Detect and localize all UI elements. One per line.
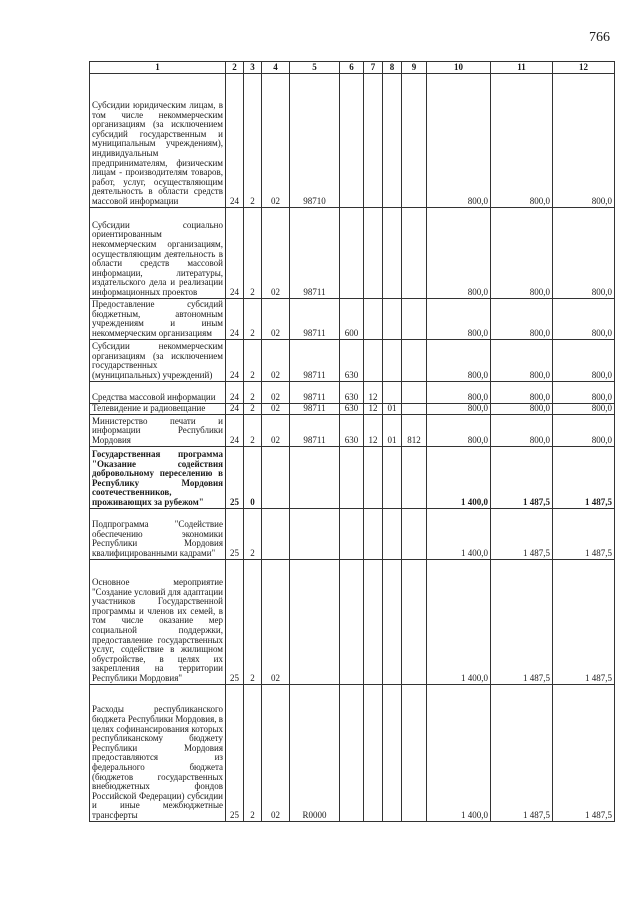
amount-cell: 800,0	[553, 339, 615, 381]
column-header: 7	[364, 62, 383, 74]
amount-cell: 800,0	[553, 207, 615, 298]
code-cell: 2	[244, 339, 262, 381]
code-cell: 02	[262, 414, 290, 446]
code-cell: 25	[226, 508, 244, 559]
row-name-cell: Телевидение и радиовещание	[90, 403, 226, 414]
code-cell: 630	[340, 403, 364, 414]
code-cell	[364, 559, 383, 684]
code-cell: 630	[340, 339, 364, 381]
code-cell: 98711	[290, 339, 340, 381]
code-cell	[340, 684, 364, 821]
amount-cell: 1 400,0	[427, 559, 491, 684]
code-cell	[402, 684, 427, 821]
column-header: 8	[383, 62, 402, 74]
code-cell: 98711	[290, 414, 340, 446]
amount-cell: 800,0	[491, 207, 553, 298]
column-header: 9	[402, 62, 427, 74]
column-header: 11	[491, 62, 553, 74]
column-header: 1	[90, 62, 226, 74]
code-cell	[364, 73, 383, 207]
code-cell	[340, 508, 364, 559]
amount-cell: 1 487,5	[553, 559, 615, 684]
row-name-cell: Субсидии юридическим лицам, в том числе некоммерческим организациям (за исключением субсидий государственным и муниципальным учреждениям), индивидуальным предпринимателям, физическим лицам - производителям товаров, работ, услуг, осуществляющим деятельность в области средств массовой информации	[90, 73, 226, 207]
code-cell	[383, 446, 402, 508]
table-body	[90, 73, 615, 821]
code-cell: 24	[226, 414, 244, 446]
code-cell	[262, 508, 290, 559]
amount-cell: 800,0	[427, 73, 491, 207]
code-cell: 630	[340, 414, 364, 446]
page-number: 766	[589, 30, 610, 45]
table-row	[90, 73, 615, 207]
code-cell: 2	[244, 298, 262, 339]
code-cell	[340, 559, 364, 684]
row-name-cell: Расходы республиканского бюджета Республики Мордовия, в целях софинансирования которых республиканскому бюджету Республики Мордовия предоставляются из федерального бюджета (бюджетов государственных внебюджетных фондов Российской Федерации) субсидии и иные межбюджетные трансферты	[90, 684, 226, 821]
code-cell: 98711	[290, 403, 340, 414]
code-cell: 2	[244, 381, 262, 403]
table-row	[90, 381, 615, 403]
amount-cell: 800,0	[427, 339, 491, 381]
code-cell	[340, 207, 364, 298]
table-row	[90, 559, 615, 684]
code-cell	[290, 446, 340, 508]
code-cell	[340, 73, 364, 207]
amount-cell: 1 487,5	[491, 684, 553, 821]
table-row	[90, 298, 615, 339]
row-name-cell: Министерство печати и информации Республики Мордовия	[90, 414, 226, 446]
amount-cell: 1 487,5	[491, 559, 553, 684]
row-name-cell: Государственная программа "Оказание содействия добровольному переселению в Республику Мордовия соотечественников, проживающих за рубежом"	[90, 446, 226, 508]
code-cell: 24	[226, 298, 244, 339]
amount-cell: 800,0	[491, 73, 553, 207]
column-header: 6	[340, 62, 364, 74]
column-header: 12	[553, 62, 615, 74]
code-cell	[364, 207, 383, 298]
code-cell	[340, 446, 364, 508]
code-cell: 24	[226, 73, 244, 207]
code-cell	[383, 381, 402, 403]
code-cell: 2	[244, 508, 262, 559]
column-header: 3	[244, 62, 262, 74]
code-cell	[364, 508, 383, 559]
code-cell: 12	[364, 381, 383, 403]
code-cell: 812	[402, 414, 427, 446]
code-cell	[383, 684, 402, 821]
code-cell: 0	[244, 446, 262, 508]
amount-cell: 800,0	[427, 414, 491, 446]
amount-cell: 800,0	[427, 381, 491, 403]
code-cell	[402, 381, 427, 403]
amount-cell: 1 487,5	[553, 446, 615, 508]
code-cell	[383, 298, 402, 339]
amount-cell: 1 400,0	[427, 684, 491, 821]
code-cell: 02	[262, 207, 290, 298]
code-cell	[262, 446, 290, 508]
code-cell: 02	[262, 684, 290, 821]
row-name-cell: Субсидии некоммерческим организациям (за исключением государственных (муниципальных) учреждений)	[90, 339, 226, 381]
amount-cell: 800,0	[427, 403, 491, 414]
amount-cell: 800,0	[491, 403, 553, 414]
code-cell	[402, 339, 427, 381]
row-name-cell: Подпрограмма "Содействие обеспечению экономики Республики Мордовия квалифицированными кадрами"	[90, 508, 226, 559]
code-cell: 2	[244, 559, 262, 684]
amount-cell: 1 487,5	[553, 508, 615, 559]
code-cell: 02	[262, 339, 290, 381]
table-row	[90, 207, 615, 298]
budget-table	[89, 61, 615, 822]
code-cell	[383, 508, 402, 559]
amount-cell: 800,0	[491, 339, 553, 381]
code-cell: 01	[383, 414, 402, 446]
code-cell: 24	[226, 339, 244, 381]
amount-cell: 800,0	[491, 381, 553, 403]
code-cell: 02	[262, 403, 290, 414]
code-cell: 24	[226, 381, 244, 403]
code-cell: R0000	[290, 684, 340, 821]
code-cell: 98711	[290, 207, 340, 298]
code-cell: 02	[262, 298, 290, 339]
amount-cell: 800,0	[491, 414, 553, 446]
code-cell: 24	[226, 403, 244, 414]
code-cell	[383, 559, 402, 684]
column-header: 5	[290, 62, 340, 74]
code-cell: 98711	[290, 298, 340, 339]
code-cell: 2	[244, 403, 262, 414]
code-cell	[290, 508, 340, 559]
code-cell: 24	[226, 207, 244, 298]
code-cell	[402, 559, 427, 684]
code-cell	[364, 446, 383, 508]
code-cell	[383, 339, 402, 381]
code-cell: 02	[262, 73, 290, 207]
amount-cell: 1 400,0	[427, 446, 491, 508]
code-cell: 12	[364, 414, 383, 446]
code-cell: 2	[244, 73, 262, 207]
code-cell	[402, 446, 427, 508]
column-header: 4	[262, 62, 290, 74]
code-cell: 2	[244, 207, 262, 298]
table-row	[90, 339, 615, 381]
amount-cell: 800,0	[491, 298, 553, 339]
code-cell: 25	[226, 559, 244, 684]
table-row	[90, 403, 615, 414]
amount-cell: 1 487,5	[553, 684, 615, 821]
code-cell	[402, 508, 427, 559]
amount-cell: 1 487,5	[491, 508, 553, 559]
code-cell	[383, 207, 402, 298]
code-cell	[402, 403, 427, 414]
column-header: 2	[226, 62, 244, 74]
code-cell: 98710	[290, 73, 340, 207]
row-name-cell: Субсидии социально ориентированным некоммерческим организациям, осуществляющим деятельность в области средств массовой информации, литературы, издательского дела и реализации информационных проектов	[90, 207, 226, 298]
code-cell: 25	[226, 684, 244, 821]
amount-cell: 800,0	[553, 73, 615, 207]
code-cell: 02	[262, 381, 290, 403]
code-cell	[402, 207, 427, 298]
code-cell	[364, 339, 383, 381]
code-cell: 02	[262, 559, 290, 684]
header-row	[90, 62, 615, 74]
amount-cell: 800,0	[427, 298, 491, 339]
code-cell: 25	[226, 446, 244, 508]
code-cell: 600	[340, 298, 364, 339]
table-row	[90, 684, 615, 821]
code-cell	[364, 684, 383, 821]
amount-cell: 1 487,5	[491, 446, 553, 508]
amount-cell: 800,0	[553, 403, 615, 414]
code-cell	[402, 73, 427, 207]
code-cell: 630	[340, 381, 364, 403]
table-row	[90, 414, 615, 446]
table-row	[90, 446, 615, 508]
amount-cell: 1 400,0	[427, 508, 491, 559]
code-cell: 12	[364, 403, 383, 414]
column-header: 10	[427, 62, 491, 74]
amount-cell: 800,0	[427, 207, 491, 298]
row-name-cell: Средства массовой информации	[90, 381, 226, 403]
amount-cell: 800,0	[553, 414, 615, 446]
code-cell	[383, 73, 402, 207]
code-cell	[402, 298, 427, 339]
code-cell: 2	[244, 414, 262, 446]
code-cell: 01	[383, 403, 402, 414]
code-cell	[364, 298, 383, 339]
code-cell: 2	[244, 684, 262, 821]
amount-cell: 800,0	[553, 381, 615, 403]
code-cell	[290, 559, 340, 684]
table-row	[90, 508, 615, 559]
row-name-cell: Основное мероприятие "Создание условий для адаптации участников Государственной программы и членов их семей, в том числе оказание мер социальной поддержки, предоставление государственных услуг, содействие в жилищном обустройстве, в целях их закрепления на территории Республики Мордовия"	[90, 559, 226, 684]
row-name-cell: Предоставление субсидий бюджетным, автономным учреждениям и иным некоммерческим организациям	[90, 298, 226, 339]
amount-cell: 800,0	[553, 298, 615, 339]
code-cell: 98711	[290, 381, 340, 403]
